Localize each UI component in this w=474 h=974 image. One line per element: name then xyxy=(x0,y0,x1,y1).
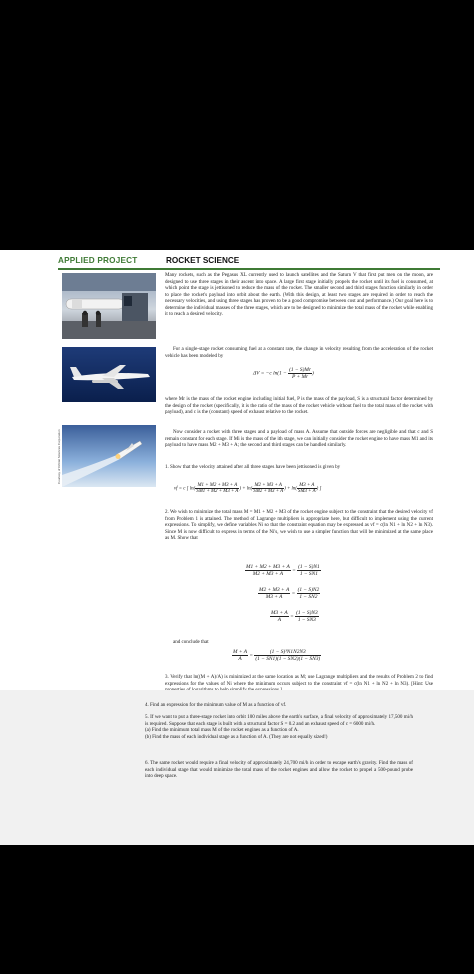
intro-paragraph: Many rockets, such as the Pegasus XL currently used to launch satellites and the Saturn V that first put men on the moon, are designed to use three stages in their ascent into space. A large first stage initially propels the rocket until its fuel is consumed, at which point the stage is jettisoned to reduce the mass of the rocket. The smaller second and third stages function similarly in order to place the rocket's payload into orbit about the earth. (With this design, at least two stages are required in order to reach the necessary velocities, and using three stages has proven to be a good compromise between cost and performance.) Our goal here is to determine the individual masses of the three stages, which are to be designed to minimize the total mass of the rocket while enabling it to reach a desired velocity. xyxy=(165,272,433,318)
three-stage-paragraph: Now consider a rocket with three stages and a payload of mass A. Assume that outside forces are negligible and that c and S remain constant for each stage. If Mi is the mass of the ith stage, we can initially consider the rocket engine to have mass M1 and its payload to have mass M2 + M3 + A; the second and third stages can be handled similarly. xyxy=(165,429,433,449)
ratio-equation-1: $\frac{M1 + M2 + M3 + A}{M2 + M3 + A}$ = $\frac{(1 - S)N1}{1 - SN1}$ xyxy=(246,564,320,577)
definitions-paragraph: where Mr is the mass of the rocket engine including initial fuel, P is the mass of the payload, S is a structural factor determined by the design of the rocket (specifically, it is the ratio of the mass of the rocket vehicle without fuel to the total mass of the rocket with payload), and c is the (constant) speed of exhaust relative to the rocket. xyxy=(165,396,433,416)
question-3: 3. Verify that ln((M + A)/A) is minimized at the same location as M; use Lagrange multipliers and the results of Problem 2 to find expressions for the values of Ni where the minimum occurs subject to the constraint vf = c(ln N1 + ln N2 + ln N3). [Hint: Use xyxy=(165,674,433,687)
question-2: 2. We wish to minimize the total mass M = M1 + M2 + M3 of the rocket engine subject to the constraint that the desired velocity vf from Problem 1 is attained. The method of Lagrange multipliers is appropriate here, but difficult to implement using the current expressions. To simplify, we define variables Ni so that the constraint equation may be expressed as vf = c(ln N1 + ln N2 + ln N3). Since M is now difficult to express in terms of the Ni's, we wish to use a simpler function that will be minimized at the same place as M. Show that xyxy=(165,509,433,542)
model-paragraph: For a single-stage rocket consuming fuel at a constant rate, the change in velocity resulting from the acceleration of the rocket vehicle has been modeled by xyxy=(165,346,433,359)
question-4: 4. Find an expression for the minimum value of M as a function of vf. xyxy=(145,702,287,708)
aircraft-photo xyxy=(62,347,156,402)
conclude-text: and conclude that xyxy=(173,639,209,645)
question-1: 1. Show that the velocity attained after all three stages have been jettisoned is given by xyxy=(165,464,341,470)
textbook-page xyxy=(0,250,474,690)
page-header xyxy=(58,256,440,270)
delta-v-equation: ΔV = −c ln(1 − $\frac{(1 - S)Mr}{P + Mr}$ ) xyxy=(253,367,314,380)
question-5a: (a) Find the minimum total mass M of the rocket engines as a function of A. xyxy=(145,727,299,734)
section-title: ROCKET SCIENCE xyxy=(166,256,240,265)
ratio-equation-2: $\frac{M2 + M3 + A}{M3 + A}$ = $\frac{(1 - S)N2}{1 - SN2}$ xyxy=(259,587,320,600)
final-velocity-equation: vf = c [ ln( $\frac{M1 + M2 + M3 + A}{SM1 + M2 + M3 + A}$ ) + ln( $\frac{M2 + M3 + A}{SM2 + M3 + A}$ ) + ln( $\frac{M3 + A}{SM3 + A}$ ) ] xyxy=(174,483,322,494)
ratio-equation-3: $\frac{M3 + A}{A}$ = $\frac{(1 - S)N3}{1 - SN3}$ xyxy=(271,610,318,623)
question-6: 6. The same rocket would require a final velocity of approximately 24,700 mi/h in order to escape earth's gravity. Find the mass of each individual stage that would minimize the total mass of the rocket engines and allow the rocket to propel a 500-pound probe into deep space. xyxy=(145,760,413,780)
photo-credit: Courtesy of Orbital Sciences Corporation xyxy=(57,429,61,484)
rocket-hangar-photo xyxy=(62,273,156,339)
total-mass-ratio-equation: $\frac{M + A}{A}$ = $\frac{\text{(1 − S)³N1N2N3}}{(1 - SN1)(1 - SN2)(1 - SN3)}$ xyxy=(233,649,321,662)
applied-project-label: APPLIED PROJECT xyxy=(58,256,138,265)
rocket-flight-photo xyxy=(62,425,156,487)
textbook-page-continued xyxy=(0,690,474,845)
question-5b: (b) Find the mass of each individual stage as a function of A. (They are not equally sized!) xyxy=(145,733,328,740)
question-5: 5. If we want to put a three-stage rocket into orbit 100 miles above the earth's surface, a final velocity of approximately 17,500 mi/h is required. Suppose that each stage is built with a structural factor S = 0.2 and an exhaust speed of c = 6000 mi/h. (a) Find the minimum total mass M of the rocket engines as a function of A. (b) Find the mass of each individual stage as a function of A. (They are not equally sized!) xyxy=(145,714,413,740)
